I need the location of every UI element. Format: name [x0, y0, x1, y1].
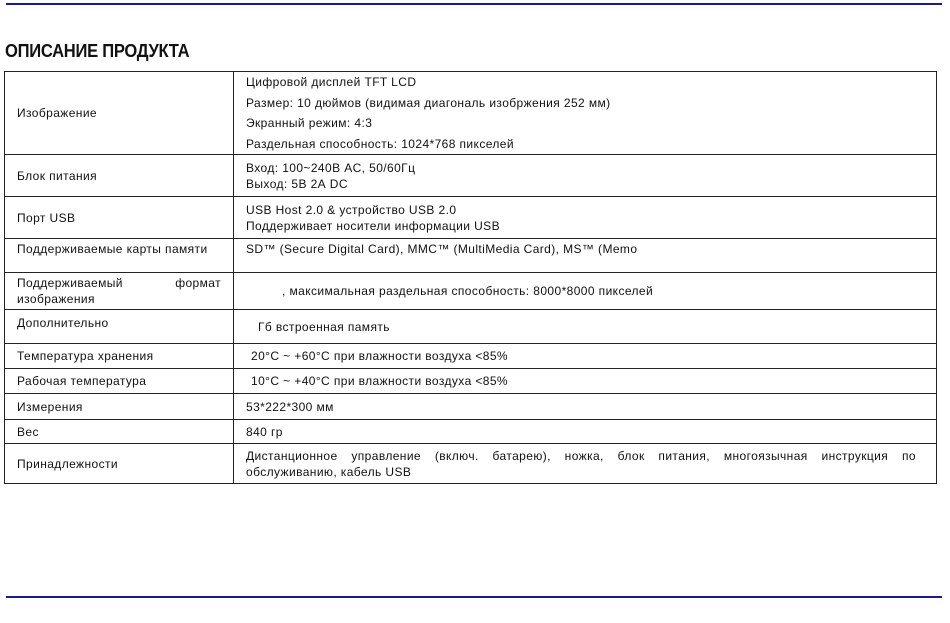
row-label: Измерения: [5, 394, 234, 420]
table-row: [5, 273, 937, 310]
value-paragraph: Дистанционное управление (включ. батарею), ножка, блок питания, многоязычная инструкция по обслуживанию, кабель USB: [246, 448, 916, 479]
row-label: Рабочая температура: [5, 369, 234, 394]
row-label: Порт USB: [5, 197, 234, 239]
value-line: Экранный режим: 4:3: [246, 116, 373, 130]
row-value: [234, 197, 937, 239]
value-line: USB Host 2.0 & устройство USB 2.0: [246, 202, 457, 217]
table-row: [5, 155, 937, 197]
row-value: [234, 72, 937, 155]
table-row: [5, 444, 937, 484]
table-row: [5, 197, 937, 239]
row-label: [5, 273, 234, 310]
value-line: SD™ (Secure Digital Card), MMC™ (MultiMedia Card), MS™ (Memo: [246, 242, 638, 256]
top-rule: [6, 3, 942, 5]
value-line: Поддерживает носители информации USB: [246, 218, 500, 233]
table-row: [5, 344, 937, 369]
value-line: 840 гр: [246, 424, 283, 439]
row-label: Изображение: [5, 72, 234, 155]
value-line: Гб встроенная память: [258, 319, 390, 334]
value-line: Цифровой дисплей TFT LCD: [246, 75, 417, 89]
table-row: [5, 369, 937, 394]
value-line: , максимальная раздельная способность: 8000*8000 пикселей: [282, 284, 654, 298]
row-label-text: Поддерживаемый формат изображения: [17, 276, 221, 306]
table-row: [5, 310, 937, 344]
row-value: [234, 369, 937, 394]
value-line: 10°C ~ +40°C при влажности воздуха <85%: [251, 374, 509, 388]
row-label: Дополнительно: [5, 310, 234, 344]
row-value: [234, 420, 937, 444]
row-value: [234, 273, 937, 310]
row-value: [234, 394, 937, 420]
row-value: [234, 344, 937, 369]
row-label: Температура хранения: [5, 344, 234, 369]
row-label: Принадлежности: [5, 444, 234, 484]
value-line: Раздельная способность: 1024*768 пикселей: [246, 136, 514, 151]
table-row: [5, 72, 937, 155]
value-line: 53*222*300 мм: [246, 399, 334, 414]
row-value: [234, 155, 937, 197]
value-line: 20°C ~ +60°C при влажности воздуха <85%: [251, 349, 509, 363]
row-label: [5, 239, 234, 273]
row-value: [234, 239, 937, 273]
bottom-rule: [6, 596, 942, 598]
row-label: Блок питания: [5, 155, 234, 197]
table-row: [5, 420, 937, 444]
row-label: Вес: [5, 420, 234, 444]
row-label-text: Поддерживаемые карты памяти: [17, 242, 208, 256]
value-line: Выход: 5В 2А DC: [246, 176, 348, 191]
table-row: [5, 239, 937, 273]
row-value: [234, 310, 937, 344]
table-row: [5, 394, 937, 420]
value-line: Размер: 10 дюймов (видимая диагональ изобржения 252 мм): [246, 95, 611, 110]
value-line: Вход: 100~240В AC, 50/60Гц: [246, 160, 416, 175]
row-value: [234, 444, 937, 484]
page-title: ОПИСАНИЕ ПРОДУКТА: [5, 41, 190, 61]
spec-table: [4, 71, 937, 484]
